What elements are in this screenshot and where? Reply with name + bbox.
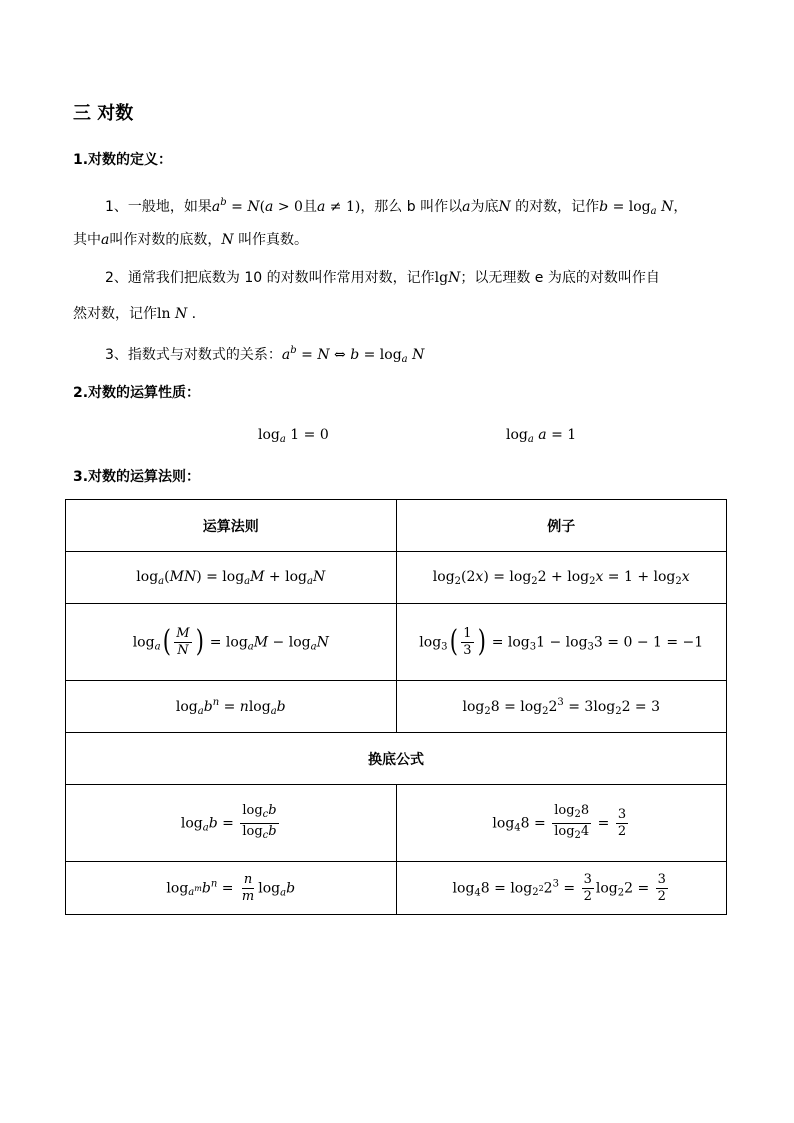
table-header-row (66, 500, 727, 552)
p1-mid1: ，那么 b 叫作以 (360, 199, 463, 215)
rule-power: $\log_ab^n = nlog_ab$ (66, 681, 397, 733)
rule-power-base: $\log_{a^m}b^n$ = $\frac{n}{m}$ $\log_ab$ (66, 862, 397, 915)
definition-paragraph-1-line-1: 1、一般地，如果$a^b = N(a > 0$且a ≠ 1)，那么 b 叫作以a为底N 的对数，记作$b = \log_a N$， (105, 197, 688, 217)
p1-prefix: 1、一般地，如果 (105, 199, 212, 215)
formula-ab-eq-n: $a^b = N$ (211, 197, 260, 215)
header-example: 例子 (396, 500, 727, 552)
table-row-change-of-base-title (66, 733, 727, 785)
formula-n: N (498, 199, 511, 215)
formula-a-base: a (101, 232, 110, 248)
definition-paragraph-3: 3、指数式与对数式的关系：$a^b = N$ ⇔ $b = \log_a N$ (105, 345, 425, 365)
rules-heading: 3.对数的运算法则： (73, 469, 201, 485)
formula-log-a-a-eq-1: $\log_a a = 1$ (506, 427, 577, 445)
table-row-quotient (66, 604, 727, 681)
p3-text: 3、指数式与对数式的关系： (105, 347, 282, 363)
formula-relation: $a^b = N$ ⇔ b (281, 345, 360, 363)
formula-a: a (462, 199, 471, 215)
rules-table (65, 499, 727, 915)
header-rule: 运算法则 (66, 500, 397, 552)
example-change-of-base: $\log_48$ = $\frac{\log_28}{\log_24}$ = $\frac{3}{2}$ (396, 785, 727, 862)
example-product: $\log_2(2x) = \log_22 + \log_2x = 1 + \log_2x$ (396, 552, 727, 604)
p2-line2: 然对数，记作 (73, 306, 157, 322)
rule-change-of-base: $\log_ab$ = $\frac{\log_cb}{\log_cb}$ (66, 785, 397, 862)
formula-n-true: N (221, 232, 234, 248)
formula-b-eq-log: b (599, 199, 609, 215)
formula-lnn: ln N . (157, 306, 197, 322)
p1-line2-b: 叫作对数的底数， (109, 232, 222, 248)
section-title: 三 对数 (73, 103, 134, 124)
formula-condition: (a > 0且a ≠ 1) (259, 199, 361, 215)
rule-product: $\log_a(MN) = \log_aM + \log_aN$ (66, 552, 397, 604)
formula-log-a-1-eq-0: $\log_a 1 = 0$ (258, 427, 329, 445)
definition-paragraph-1-line-2 (73, 230, 308, 250)
p1-mid2: 为底 (470, 199, 499, 215)
definition-paragraph-2-line-2 (73, 304, 196, 324)
definition-heading: 1.对数的定义： (73, 152, 173, 168)
p1-line2-c: 叫作真数。 (238, 232, 309, 248)
table-row-change-of-base (66, 785, 727, 862)
table-row-product (66, 552, 727, 604)
p2-line1-b: ；以无理数 e 为底的对数叫作自 (460, 270, 660, 286)
change-of-base-title: 换底公式 (66, 733, 727, 785)
p1-mid3: 的对数，记作 (515, 199, 600, 215)
example-power-base: $\log_48 = \log_{2^2}2^3$ = $\frac{3}{2}$ $\log_22$ = $\frac{3}{2}$ (396, 862, 727, 915)
table-row-power (66, 681, 727, 733)
table-row-power-base (66, 862, 727, 915)
rule-quotient: $\log_a$( $\frac{M}{N}$ ) = $\log_aM - \log_aN$ (66, 604, 397, 681)
p1-line2-a: 其中 (73, 232, 101, 248)
example-quotient: $\log_3$( $\frac{1}{3}$ ) = $\log_31 - \log_33 = 0 - 1 = -1$ (396, 604, 727, 681)
example-power: $\log_28 = \log_22^3 = 3\log_22 = 3$ (396, 681, 727, 733)
definition-paragraph-2-line-1 (105, 268, 660, 288)
p2-line1: 2、通常我们把底数为 10 的对数叫作常用对数，记作 (105, 270, 435, 286)
properties-heading: 2.对数的运算性质： (73, 385, 201, 401)
formula-lgn: lgN (434, 270, 461, 286)
